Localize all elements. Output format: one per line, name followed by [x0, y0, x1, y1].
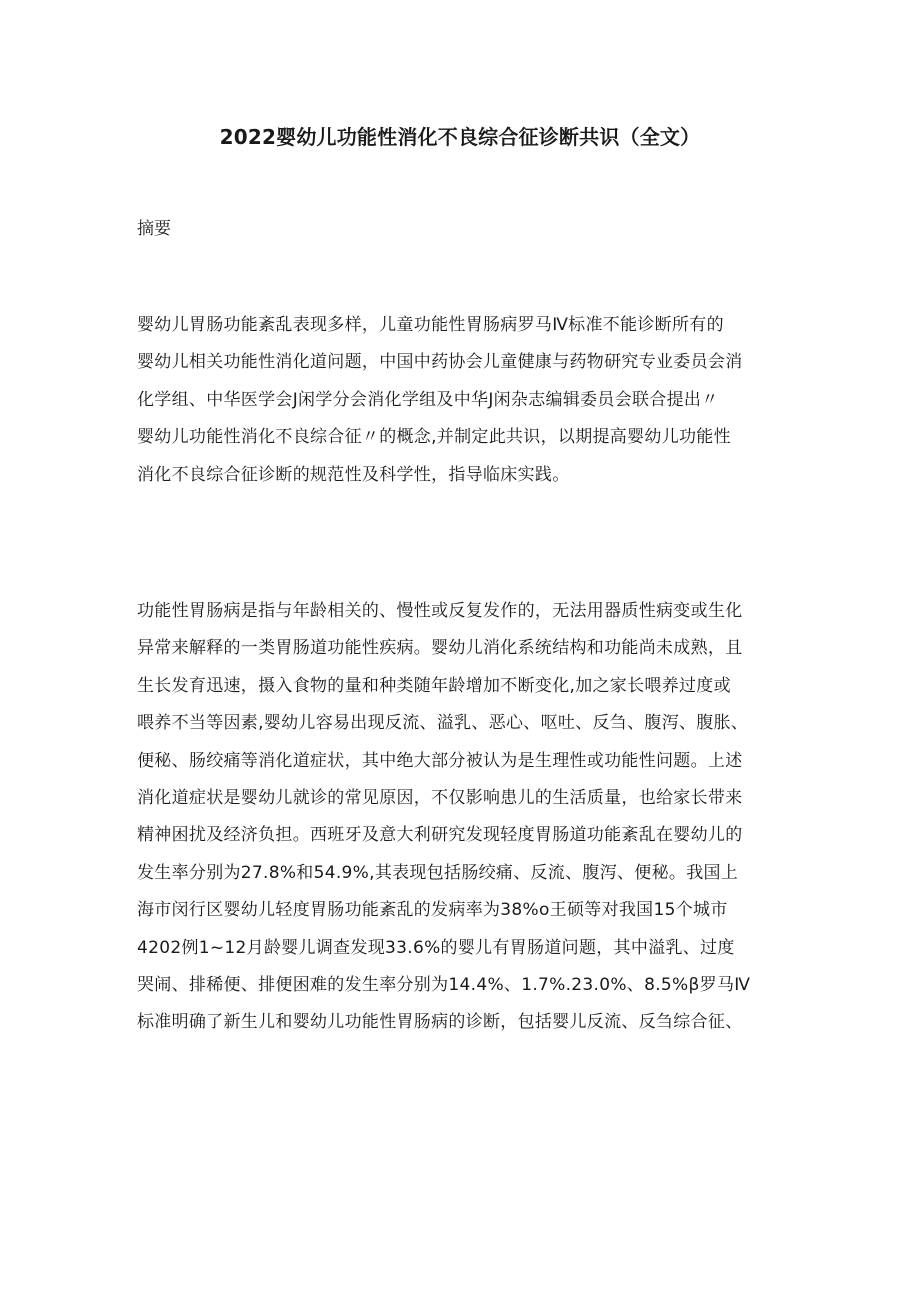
text-line: 婴幼儿相关功能性消化道问题，中国中药协会儿童健康与药物研究专业委员会消 — [137, 352, 743, 373]
abstract-paragraph — [137, 312, 797, 499]
text-line: 消化道症状是婴幼儿就诊的常见原因，不仅影响患儿的生活质量，也给家长带来 — [137, 787, 743, 808]
text-line: 婴幼儿胃肠功能紊乱表现多样，儿童功能性胃肠病罗马Ⅳ标准不能诊断所有的 — [137, 315, 724, 335]
text-line: 喂养不当等因素,婴幼儿容易出现反流、溢乳、恶心、呕吐、反刍、腹泻、腹胀、 — [137, 713, 749, 734]
text-line: 婴幼儿功能性消化不良综合征〃的概念,并制定此共识，以期提高婴幼儿功能性 — [137, 427, 731, 448]
text-line: 化学组、中华医学会J闲学分会消化学组及中华J闲杂志编辑委员会联合提出〃 — [137, 389, 719, 410]
text-line: 发生率分别为27.8%和54.9%,其表现包括肠绞痛、反流、腹泻、便秘。我国上 — [137, 862, 739, 883]
text-line: 消化不良综合征诊断的规范性及科学性，指导临床实践。 — [137, 464, 570, 485]
text-line: 便秘、肠绞痛等消化道症状，其中绝大部分被认为是生理性或功能性问题。上述 — [137, 750, 743, 771]
text-line: 4202例1~12月龄婴儿调查发现33.6%的婴儿有胃肠道问题，其中溢乳、过度 — [137, 937, 735, 958]
text-line: 标准明确了新生儿和婴幼儿功能性胃肠病的诊断，包括婴儿反流、反刍综合征、 — [137, 1012, 743, 1033]
abstract-heading: 摘要 — [137, 219, 171, 239]
document-title: 2022婴幼儿功能性消化不良综合征诊断共识（全文） — [219, 125, 701, 149]
body-paragraph — [137, 598, 797, 1047]
text-line: 异常来解释的一类胃肠道功能性疾病。婴幼儿消化系统结构和功能尚未成熟，且 — [137, 638, 743, 659]
text-line: 哭闹、排稀便、排便困难的发生率分别为14.4%、1.7%.23.0%、8.5%β罗马Ⅳ — [137, 974, 751, 995]
text-line: 精神困扰及经济负担。西班牙及意大利研究发现轻度胃肠道功能紊乱在婴幼儿的 — [137, 825, 743, 846]
text-line: 生长发育迅速，摄入食物的量和种类随年龄增加不断变化,加之家长喂养过度或 — [137, 675, 731, 696]
text-line: 海市闵行区婴幼儿轻度胃肠功能紊乱的发病率为38%o王硕等对我国15个城市 — [137, 900, 728, 921]
text-line: 功能性胃肠病是指与年龄相关的、慢性或反复发作的，无法用器质性病变或生化 — [137, 601, 743, 621]
